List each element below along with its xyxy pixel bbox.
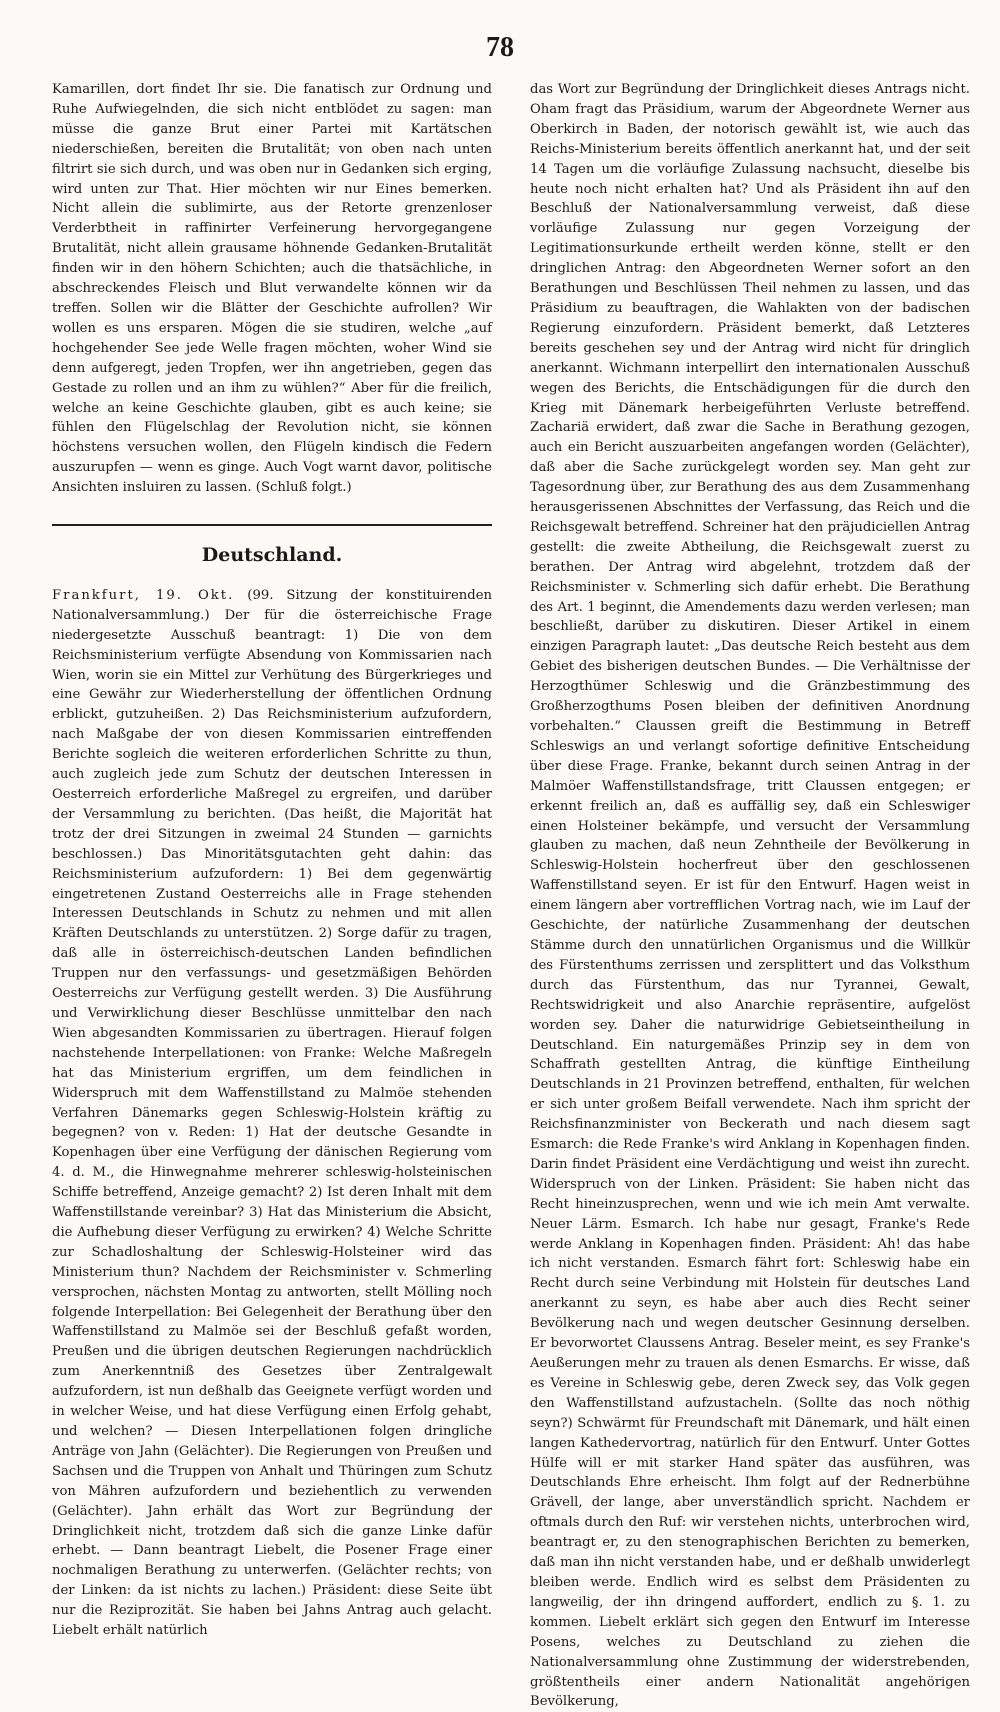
left-column <box>52 80 492 1641</box>
page-number: 78 <box>486 32 514 63</box>
dateline: Frankfurt, 19. Okt. <box>52 587 235 603</box>
frankfurt-report-continuation: das Wort zur Begründung der Dringlichkeit dieses Antrags nicht. Oham fragt das Präsidium, warum der Abgeordnete Werner aus Oberkirch in Baden, der notorisch gewählt ist, wie auch das Reichs-Ministerium bereits öffentlich anerkannt hat, und der seit 14 Tagen um die vorläufige Zulassung nachsucht, dieselbe bis heute noch nicht erhalten hat? Und als Präsident ihn auf den Beschluß der Nationalversammlung verweist, daß diese vorläufige Zulassung nur gegen Vorzeigung der Legitimationsurkunde ertheilt werden könne, stellt er den dringlichen Antrag: den Abgeordneten Werner sofort an den Berathungen und Beschlüssen Theil nehmen zu lassen, und das Präsidium zu beauftragen, die Wahlakten von der badischen Regierung einzufordern. Präsident bemerkt, daß Letzteres bereits geschehen sey und der Antrag wird nicht für dringlich anerkannt. Wichmann interpellirt den internationalen Ausschuß wegen des Berichts, die Entschädigungen für die durch den Krieg mit Dänemark herbeigeführten Verluste betreffend. Zachariä erwidert, daß zwar die Sache in Berathung gezogen, auch ein Bericht auszuarbeiten angefangen worden (Gelächter), daß aber die Sache zurückgelegt worden sey. Man geht zur Tagesordnung über, zur Berathung des aus dem Zusammenhang herausgerissenen Abschnittes der Verfassung, das Reich und die Reichsgewalt betreffend. Schreiner hat den präjudiciellen Antrag gestellt: die zweite Abtheilung, die Reichsgewalt zuerst zu berathen. Der Antrag wird abgelehnt, trotzdem daß der Reichsminister v. Schmerling sich dafür erhebt. Die Berathung des Art. 1 beginnt, die Amendements dazu werden verlesen; man beschließt, darüber zu diskutiren. Dieser Artikel in einem einzigen Paragraph lautet: „Das deutsche Reich besteht aus dem Gebiet des bisherigen deutschen Bundes. — Die Verhältnisse der Herzogthümer Schleswig und die Gränzbestimmung des Großherzogthums Posen bleiben der definitiven Anordnung vorbehalten.“ Claussen greift die Bestimmung in Betreff Schleswigs an und verlangt sofortige definitive Entscheidung über diese Frage. Franke, bekannt durch seinen Antrag in der Malmöer Waffenstillstandsfrage, tritt Claussen entgegen; er erkennt freilich an, daß es auffällig sey, daß ein Schleswiger einen Holsteiner bekämpfe, und versucht der Versammlung glauben zu machen, daß neun Zehntheile der Bevölkerung in Schleswig-Holstein hocherfreut über den geschlossenen Waffenstillstand seyen. Er ist für den Entwurf. Hagen weist in einem längern aber vortrefflichen Vortrag nach, wie im Lauf der Geschichte, der natürliche Zusammenhang der deutschen Stämme durch den unnatürlichen Organismus und die Willkür des Fürstenthums zerrissen und zersplittert und das Volksthum durch das Fürstenthum, das nur Tyrannei, Gewalt, Rechtswidrigkeit und also Anarchie repräsentire, aufgelöst worden sey. Daher die naturwidrige Gebietseintheilung in Deutschland. Ein naturgemäßes Prinzip sey in dem von Schaffrath gestellten Antrag, die künftige Eintheilung Deutschlands in 21 Provinzen betreffend, enthalten, für welchen er sich unter großem Beifall verwendete. Nach ihm spricht der Reichsfinanzminister von Beckerath und nach diesem sagt Esmarch: die Rede Franke's wird Anklang in Kopenhagen finden. Darin findet Präsident eine Verdächtigung und weist ihn zurecht. Widerspruch von der Linken. Präsident: Sie haben nicht das Recht hineinzusprechen, wenn und wie ich mein Amt verwalte. Neuer Lärm. Esmarch. Ich habe nur gesagt, Franke's Rede werde Anklang in Kopenhagen finden. Präsident: Ah! das habe ich nicht verstanden. Esmarch fährt fort: Schleswig habe ein Recht durch seine Verbindung mit Holstein für deutsches Land anerkannt zu seyn, es habe aber auch dies Recht seiner Bevölkerung nach und wegen deutscher Gesinnung derselben. Er bevorwortet Claussens Antrag. Beseler meint, es sey Franke's Aeußerungen mehr zu trauen als denen Esmarchs. Er wisse, daß es Vereine in Schleswig gebe, deren Zweck sey, das Volk gegen den Waffenstillstand aufzustacheln. (Sollte das noch nöthig seyn?) Schwärmt für Freundschaft mit Dänemark, und hält einen langen Kathedervortrag, natürlich für den Entwurf. Unter Gottes Hülfe will er mit starker Hand später das ausführen, was Deutschlands Ehre erheischt. Ihm folgt auf der Rednerbühne Grävell, der lange, aber unverständlich spricht. Nachdem er oftmals durch den Ruf: wir verstehen nichts, unterbrochen wird, beantragt er, zu den stenographischen Berichten zu bemerken, daß man ihn nicht verstanden habe, und er deßhalb unwiderlegt bleiben werde. Endlich wird es selbst dem Präsidenten zu langweilig, der ihn dringend auffordert, endlich zu §. 1. zu kommen. Liebelt erklärt sich gegen den Entwurf im Interesse Posens, welches zu Deutschland zu ziehen die Nationalversammlung ohne Zustimmung der widerstrebenden, größtentheils einer andern Nationalität angehörigen Bevölkerung, <box>530 82 970 1710</box>
frankfurt-report-paragraph <box>52 586 492 1641</box>
frankfurt-report-text: (99. Sitzung der konstituirenden Nationalversammlung.) Der für die österreichische Frage niedergesetzte Ausschuß beantragt: 1) Die von dem Reichsministerium verfügte Absendung von Kommissarien nach Wien, worin sie ein Mittel zur Verhütung des Bürgerkrieges und eine Gewähr zur Wiederherstellung der öffentlichen Ordnung erblickt, gutzuheißen. 2) Das Reichsministerium aufzufordern, nach Maßgabe der von diesen Kommissarien eintreffenden Berichte sogleich die weiteren erforderlichen Schritte zu thun, auch zugleich jede zum Schutz der deutschen Interessen in Oesterreich erforderliche Maßregel zu ergreifen, und darüber der Versammlung zu berichten. (Das heißt, die Majorität hat trotz der drei Sitzungen in zweimal 24 Stunden — garnichts beschlossen.) Das Minoritätsgutachten geht dahin: das Reichsministerium aufzufordern: 1) Bei dem gegenwärtig eingetretenen Zustand Oesterreichs alle in Frage stehenden Interessen Deutschlands in Schutz zu nehmen und mit allen Kräften Deutschlands zu unterstützen. 2) Sorge dafür zu tragen, daß alle in österreichisch-deutschen Landen befindlichen Truppen nur den verfassungs- und gesetzmäßigen Behörden Oesterreichs zur Verfügung gestellt werden. 3) Die Ausführung und Verwirklichung dieser Beschlüsse unmittelbar den nach Wien abgesandten Kommissarien zu übertragen. Hierauf folgen nachstehende Interpellationen: von Franke: Welche Maßregeln hat das Ministerium ergriffen, um dem feindlichen in Widerspruch mit dem Waffenstillstand zu Malmöe stehenden Verfahren Dänemarks gegen Schleswig-Holstein kräftig zu begegnen? von v. Reden: 1) Hat der deutsche Gesandte in Kopenhagen über eine Verfügung der dänischen Regierung vom 4. d. M., die Hinwegnahme mehrerer schleswig-holsteinischen Schiffe betreffend, Anzeige gemacht? 2) Ist deren Inhalt mit dem Waffenstillstande vereinbar? 3) Hat das Ministerium die Absicht, die Aufhebung dieser Verfügung zu erwirken? 4) Welche Schritte zur Schadloshaltung der Schleswig-Holsteiner wird das Ministerium thun? Nachdem der Reichsminister v. Schmerling versprochen, nächsten Montag zu antworten, stellt Mölling noch folgende Interpellation: Bei Gelegenheit der Berathung über den Waffenstillstand zu Malmöe sei der Beschluß gefaßt worden, Preußen und die übrigen deutschen Regierungen nachdrücklich zum Anerkenntniß des Gesetzes über Zentralgewalt aufzufordern, ist nun deßhalb das Geeignete verfügt worden und in welcher Weise, und hat diese Verfügung einen Erfolg gehabt, und welchen? — Diesen Interpellationen folgen dringliche Anträge von Jahn (Gelächter). Die Regierungen von Preußen und Sachsen und die Truppen von Anhalt und Thüringen zum Schutz von Mähren aufzufordern und beziehentlich zu verwenden (Gelächter). Jahn erhält das Wort zur Begründung der Dringlichkeit nicht, trotzdem daß sich die ganze Linke dafür erhebt. — Dann beantragt Liebelt, die Posener Frage einer nochmaligen Berathung zu unterwerfen. (Gelächter rechts; von der Linken: da ist nichts zu lachen.) Präsident: diese Seite übt nur die Reziprozität. Sie haben bei Jahns Antrag auch gelacht. Liebelt erhält natürlich <box>52 587 492 1639</box>
article-continuation-paragraph: Kamarillen, dort findet Ihr sie. Die fanatisch zur Ordnung und Ruhe Aufwiegelnden, die sich nicht entblödet zu sagen: man müsse die ganze Brut einer Partei mit Kartätschen niederschießen, bereiten die Brutalität; von oben nach unten filtrirt sie sich durch, und was oben nur in Gedanken sich erging, wird unten zur That. Hier möchten wir nur Eines bemerken. Nicht allein die sublimirte, aus der Retorte grenzenloser Verderbtheit in raffinirter Verfeinerung hervorgegangene Brutalität, nicht allein grausame höhnende Gedanken-Brutalität finden wir in den höhern Schichten; auch die thatsächliche, in abschreckendes Fleisch und Blut verwandelte können wir da treffen. Sollen wir die Blätter der Geschichte aufrollen? Wir wollen es uns ersparen. Mögen die sie studiren, welche „auf hochgehender See jede Welle fragen möchten, woher Wind sie denn aufgeregt, jeden Tropfen, wer ihn angetrieben, gegen das Gestade zu rollen und an ihm zu wühlen?“ Aber für die freilich, welche an keine Geschichte glauben, gibt es auch keine; sie fühlen den Flügelschlag der Revolution nicht, sie können höchstens versuchen wollen, den Flügeln kindisch die Federn auszurupfen — wenn es ginge. Auch Vogt warnt davor, politische Ansichten insluiren zu lassen. (Schluß folgt.) <box>52 82 492 496</box>
right-column <box>530 80 970 1712</box>
section-heading: Deutschland. <box>52 524 492 566</box>
